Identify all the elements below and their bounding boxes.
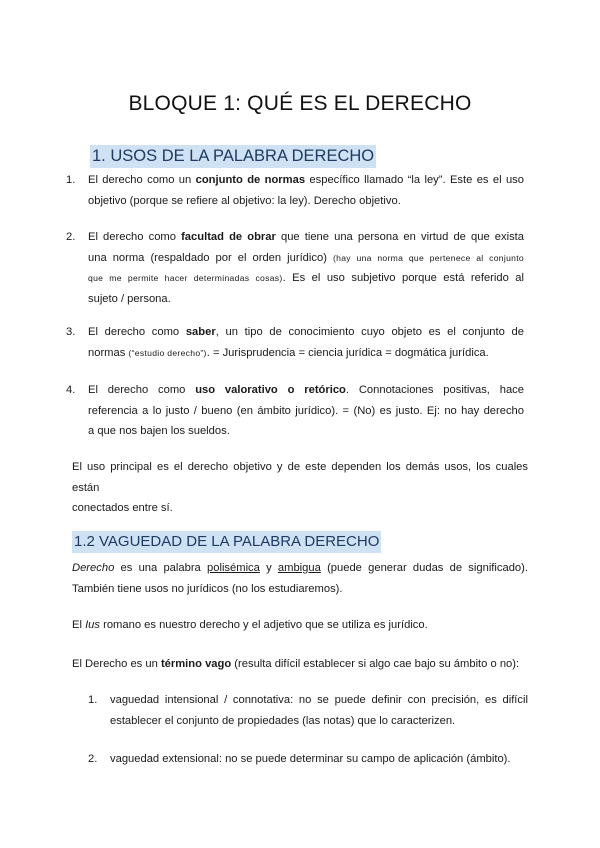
- list-number: 1.: [66, 174, 76, 186]
- section-heading-vaguedad: 1.2 VAGUEDAD DE LA PALABRA DERECHO: [72, 531, 381, 553]
- paragraph: El Derecho es un término vago (resulta difícil establecer si algo cae bajo su ámbito o no):: [72, 658, 520, 670]
- page-title: BLOQUE 1: QUÉ ES EL DERECHO: [128, 92, 472, 115]
- paragraph: Derecho es una palabra polisémica y ambigua (puede generar dudas de significado). También tiene usos no jurídicos (no los estudiaremos).: [72, 562, 528, 595]
- list-item: 3. El derecho como saber, un tipo de conocimiento cuyo objeto es el conjunto de normas (“estudio derecho”). = Jurisprudencia = ciencia jurídica = dogmática jurídica.: [88, 322, 524, 363]
- list-number: 2.: [88, 753, 98, 765]
- list-item: 1. vaguedad intensional / connotativa: no se puede definir con precisión, es difícil establecer el conjunto de propiedades (las notas) que lo caracterizen.: [110, 690, 528, 731]
- list-item: 4. El derecho como uso valorativo o retórico. Connotaciones positivas, hace referencia a lo justo / bueno (en ámbito jurídico). = (No) es justo. Ej: no hay derecho a que nos bajen los sueldos.: [88, 380, 524, 442]
- list-item: 2. vaguedad extensional: no se puede determinar su campo de aplicación (ámbito).: [110, 749, 528, 770]
- section-heading-usos: 1. USOS DE LA PALABRA DERECHO: [90, 145, 376, 168]
- list-item: 2. El derecho como facultad de obrar que tiene una persona en virtud de que exista una norma (respaldado por el orden jurídico) (hay una norma que pertenece al conjunto que me permite hacer determinadas cosas). Es el uso subjetivo porque está referido al sujeto / persona.: [88, 227, 524, 309]
- paragraph: El Ius romano es nuestro derecho y el adjetivo que se utiliza es jurídico.: [72, 619, 428, 631]
- list-number: 2.: [66, 231, 76, 243]
- list-number: 3.: [66, 326, 76, 338]
- list-item: 1. El derecho como un conjunto de normas específico llamado “la ley”. Este es el uso objetivo (porque se refiere al objetivo: la ley). Derecho objetivo.: [88, 170, 524, 211]
- list-number: 4.: [66, 384, 76, 396]
- paragraph: El uso principal es el derecho objetivo y de este dependen los demás usos, los cuales están conectados entre sí.: [72, 461, 528, 514]
- list-number: 1.: [88, 694, 98, 706]
